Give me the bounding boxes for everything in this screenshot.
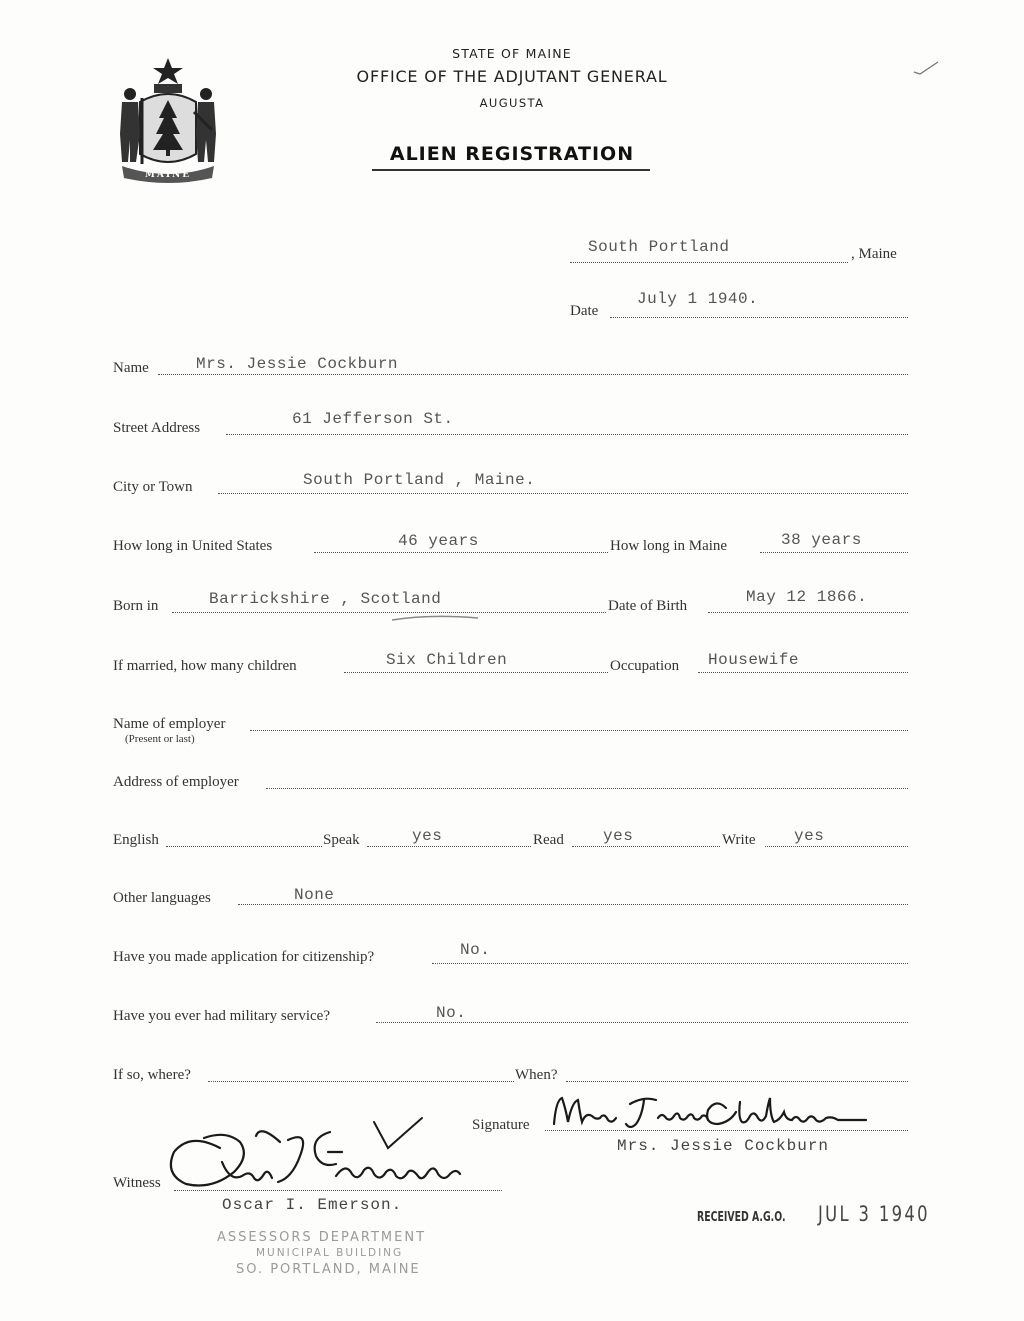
us-years-value: 46 years [398, 532, 479, 550]
employer-address-line [266, 788, 908, 789]
dob-line [708, 612, 908, 613]
speak-label: Speak [323, 832, 360, 848]
citizenship-value: No. [460, 941, 491, 959]
other-languages-label: Other languages [113, 890, 211, 906]
date-value: July 1 1940. [637, 290, 759, 308]
place-line [570, 262, 848, 263]
employer-label: Name of employer [113, 716, 226, 732]
maine-years-value: 38 years [781, 531, 862, 549]
stamp-line-3: SO. PORTLAND, MAINE [236, 1262, 421, 1277]
received-stamp-date: JUL 3 1940 [818, 1202, 930, 1226]
read-value: yes [603, 827, 634, 845]
employer-address-label: Address of employer [113, 774, 239, 790]
employer-sublabel: (Present or last) [125, 733, 195, 745]
citizenship-label: Have you made application for citizenship? [113, 949, 375, 965]
street-line [226, 434, 908, 435]
witness-label: Witness [113, 1175, 161, 1191]
speak-line [367, 846, 531, 847]
maine-years-label: How long in Maine [610, 538, 728, 554]
applicant-handwritten-signature [548, 1090, 878, 1134]
date-line [610, 317, 908, 318]
speak-value: yes [412, 827, 443, 845]
name-label: Name [113, 360, 149, 376]
read-label: Read [533, 832, 564, 848]
city-line [218, 493, 908, 494]
occupation-value: Housewife [708, 651, 799, 669]
dob-label: Date of Birth [608, 598, 688, 614]
english-label: English [113, 832, 159, 848]
check-mark-icon [912, 60, 940, 76]
when-label: When? [515, 1067, 558, 1083]
place-suffix: , Maine [851, 246, 897, 262]
received-stamp-prefix: RECEIVED A.G.O. [697, 1210, 786, 1225]
signature-label-text: Signature [472, 1117, 530, 1133]
header-office: OFFICE OF THE ADJUTANT GENERAL [356, 67, 668, 86]
other-languages-value: None [294, 886, 335, 904]
occupation-line [698, 672, 908, 673]
street-label: Street Address [113, 420, 201, 436]
us-years-label: How long in United States [113, 538, 273, 554]
witness-handwritten-signature [160, 1112, 490, 1200]
name-value: Mrs. Jessie Cockburn [196, 355, 399, 373]
dob-value: May 12 1866. [746, 588, 868, 606]
citizenship-line [432, 963, 908, 964]
english-line [166, 846, 322, 847]
military-label: Have you ever had military service? [113, 1008, 330, 1024]
write-value: yes [794, 827, 825, 845]
children-value: Six Children [386, 651, 508, 669]
place-value: South Portland [588, 238, 730, 256]
read-line [572, 846, 720, 847]
header-city: AUGUSTA [479, 96, 545, 110]
when-line [566, 1081, 908, 1082]
stamp-line-2: MUNICIPAL BUILDING [256, 1247, 404, 1259]
witness-typed-name: Oscar I. Emerson. [222, 1196, 403, 1214]
maine-years-line [760, 552, 908, 553]
write-line [765, 846, 908, 847]
pencil-underline-mark [390, 612, 480, 624]
where-line [208, 1081, 514, 1082]
applicant-typed-name: Mrs. Jessie Cockburn [617, 1137, 830, 1155]
born-line [172, 612, 606, 613]
occupation-label: Occupation [610, 658, 680, 674]
page-title: ALIEN REGISTRATION [389, 143, 635, 165]
header-state: STATE OF MAINE [452, 46, 572, 61]
date-label: Date [570, 303, 599, 319]
title-underline [372, 169, 650, 171]
born-value: Barrickshire , Scotland [209, 590, 442, 608]
write-label: Write [722, 832, 756, 848]
name-line [158, 374, 908, 375]
born-label: Born in [113, 598, 159, 614]
street-value: 61 Jefferson St. [292, 410, 454, 428]
children-line [344, 672, 608, 673]
employer-line [250, 730, 908, 731]
city-label: City or Town [113, 479, 193, 495]
where-label: If so, where? [113, 1067, 191, 1083]
city-value: South Portland , Maine. [303, 471, 536, 489]
us-years-line [314, 552, 608, 553]
other-languages-line [238, 904, 908, 905]
stamp-line-1: ASSESSORS DEPARTMENT [217, 1230, 427, 1245]
seal-banner-text: MAINE [144, 170, 192, 180]
military-line [376, 1022, 908, 1023]
children-label: If married, how many children [113, 658, 297, 674]
military-value: No. [436, 1004, 467, 1022]
